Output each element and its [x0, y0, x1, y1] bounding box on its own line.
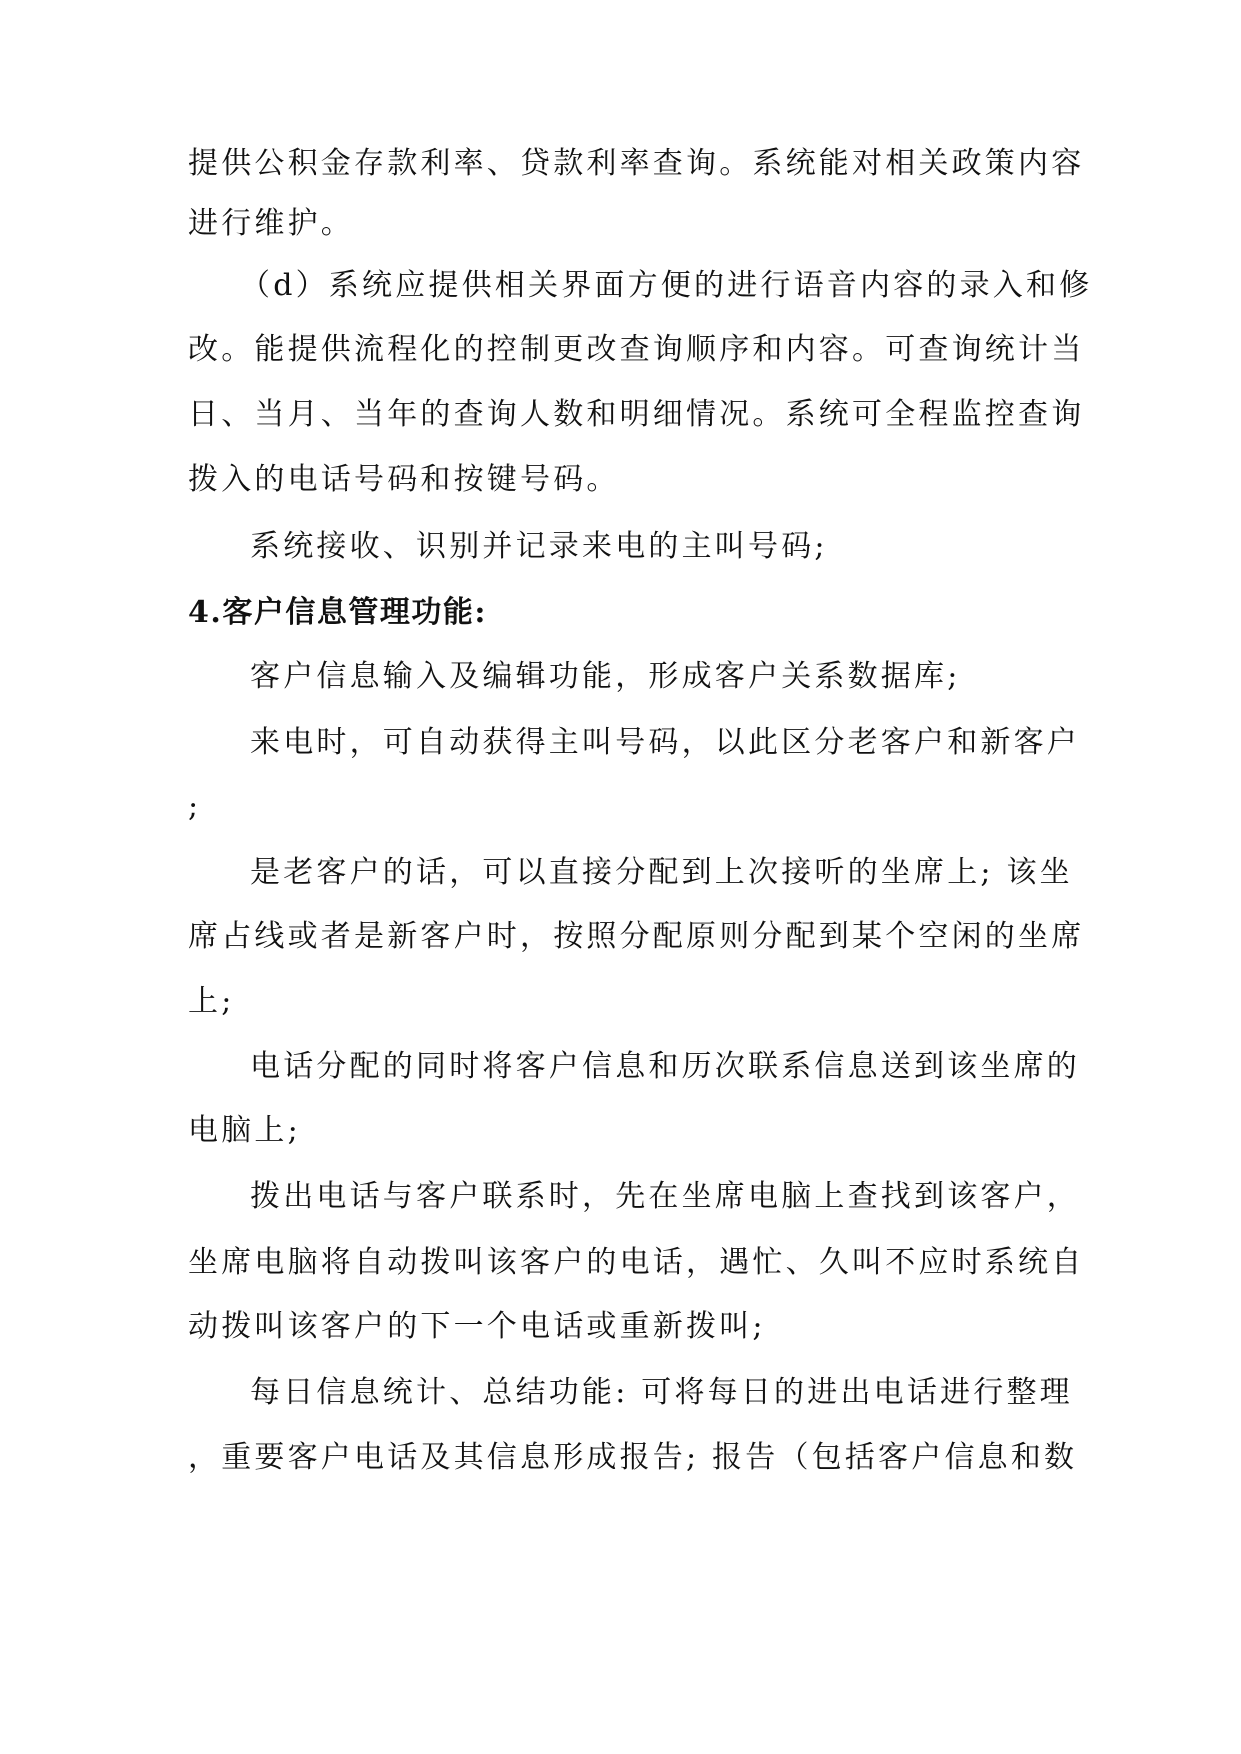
paragraph-line-12: 是老客户的话，可以直接分配到上次接听的坐席上; 该坐 [250, 855, 1073, 890]
paragraph-line-5: 日、当月、当年的查询人数和明细情况。系统可全程监控查询 [188, 397, 1085, 432]
paragraph-line-7: 系统接收、识别并记录来电的主叫号码; [250, 529, 828, 564]
paragraph-line-10: 来电时，可自动获得主叫号码，以此区分老客户和新客户 [250, 725, 1080, 760]
paragraph-line-9: 客户信息输入及编辑功能，形成客户关系数据库; [250, 659, 961, 694]
paragraph-line-16: 电脑上; [188, 1113, 301, 1148]
paragraph-line-6: 拨入的电话号码和按键号码。 [188, 462, 620, 497]
section-heading: 4.客户信息管理功能: [188, 595, 487, 630]
paragraph-line-3: （d）系统应提供相关界面方便的进行语音内容的录入和修 [240, 268, 1093, 303]
paragraph-line-17: 拨出电话与客户联系时，先在坐席电脑上查找到该客户， [250, 1179, 1080, 1214]
paragraph-line-15: 电话分配的同时将客户信息和历次联系信息送到该坐席的 [250, 1049, 1080, 1084]
paragraph-line-11: ; [188, 789, 202, 824]
paragraph-line-1: 提供公积金存款利率、贷款利率查询。系统能对相关政策内容 [188, 146, 1085, 181]
paragraph-line-18: 坐席电脑将自动拨叫该客户的电话，遇忙、久叫不应时系统自 [188, 1245, 1085, 1280]
paragraph-line-21: ，重要客户电话及其信息形成报告; 报告（包括客户信息和数 [188, 1440, 1078, 1475]
paragraph-line-2: 进行维护。 [188, 206, 354, 241]
paragraph-line-14: 上; [188, 984, 235, 1019]
paragraph-line-13: 席占线或者是新客户时，按照分配原则分配到某个空闲的坐席 [188, 919, 1085, 954]
paragraph-line-20: 每日信息统计、总结功能: 可将每日的进出电话进行整理 [250, 1375, 1073, 1410]
paragraph-line-4: 改。能提供流程化的控制更改查询顺序和内容。可查询统计当 [188, 332, 1085, 367]
paragraph-line-19: 动拨叫该客户的下一个电话或重新拨叫; [188, 1309, 766, 1344]
